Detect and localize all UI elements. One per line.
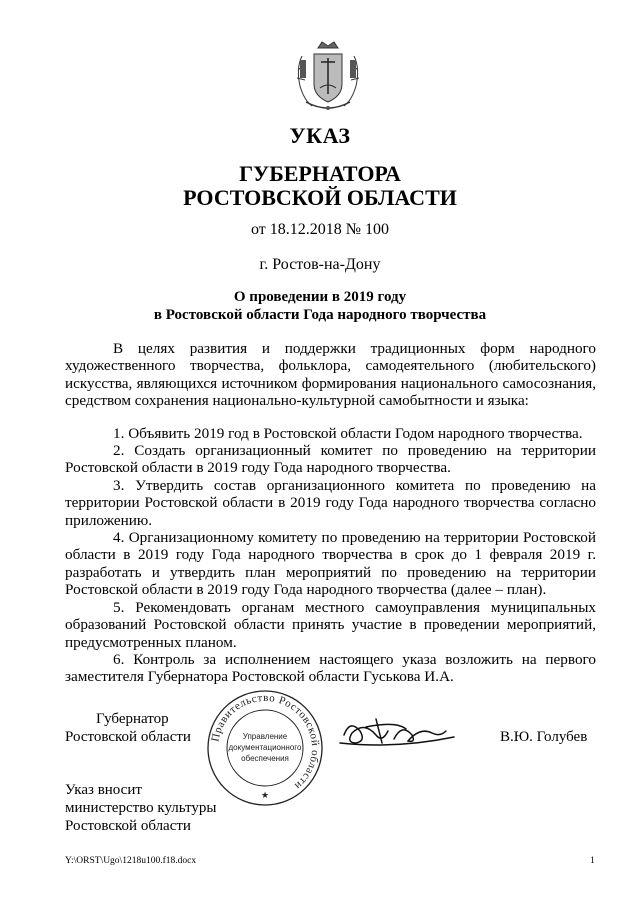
decree-item-4: 4. Организационному комитету по проведению на территории Ростовской области в 2019 году Года народного творчества в срок до 1 февраля 2019 г. разработать и утвердить план мероприятий по проведению на территории Ростовской области в 2019 году Года народного творчества (далее – план). [65,529,596,599]
preamble-paragraph: В целях развития и поддержки традиционных форм народного художественного творчества, фольклора, самодеятельного (любительского) искусства, являющихся источником формирования национального самосознания, средством сохранения национально-культурной самобытности и языка: [65,340,596,410]
signatory-name: В.Ю. Голубев [500,729,588,745]
document-type-heading: УКАЗ [289,123,351,148]
issuer-heading-line1: ГУБЕРНАТОРА [239,161,401,186]
stamp-center-line3: обеспечения [241,754,289,763]
signatory-title-line1: Губернатор [96,711,169,727]
handwritten-signature [336,713,486,753]
svg-text:★: ★ [260,790,270,800]
issuer-heading-line2: РОСТОВСКОЙ ОБЛАСТИ [183,185,457,210]
document-date-number: от 18.12.2018 № 100 [250,221,390,238]
subject-title-line1: О проведении в 2019 году [233,289,407,305]
stamp-center-line2: документационного [228,743,302,752]
decree-item-1: 1. Объявить 2019 год в Ростовской области Годом народного творчества. [113,424,583,442]
submitted-by-line2: министерство культуры [65,800,217,816]
decree-item-2: 2. Создать организационный комитет по проведению на территории Ростовской области в 2019 году Года народного творчества. [65,442,596,477]
decree-item-6: 6. Контроль за исполнением настоящего указа возложить на первого заместителя Губернатора Ростовской области Гуськова И.А. [65,650,596,686]
document-city: г. Ростов-на-Дону [259,256,381,273]
subject-title-line2: в Ростовской области Года народного творчества [153,307,487,323]
submitted-by-line1: Указ вносит [65,782,142,798]
decree-body [65,340,596,686]
decree-item-3: 3. Утвердить состав организационного комитета по проведению на территории Ростовской области в 2019 году Года народного творчества согласно приложению. [65,476,596,529]
coat-of-arms-emblem [292,38,364,116]
signatory-title-line2: Ростовской области [65,729,191,745]
submitted-by-line3: Ростовской области [65,818,191,834]
official-stamp [205,688,325,808]
footer-file-path: Y:\ORST\Ugo\1218u100.f18.docx [65,856,197,866]
decree-item-5: 5. Рекомендовать органам местного самоуправления муниципальных образований Ростовской области принять участие в проведении мероприятий, предусмотренных планом. [65,598,596,651]
stamp-ring-text: Правительство Ростовской области [209,691,322,793]
stamp-center-line1: Управление [242,732,288,741]
footer-page-number: 1 [590,856,595,866]
